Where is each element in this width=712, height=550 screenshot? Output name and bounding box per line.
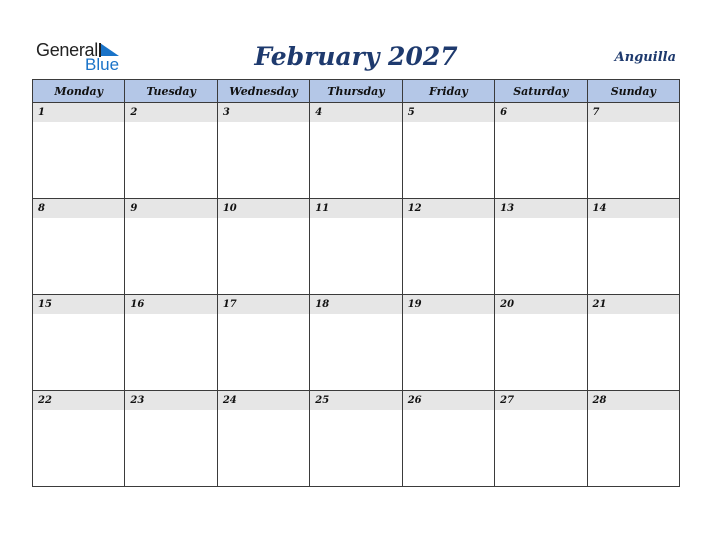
day-number: 24 bbox=[218, 391, 309, 410]
week-row bbox=[33, 295, 680, 391]
day-cell[interactable] bbox=[33, 103, 125, 199]
day-cell[interactable] bbox=[217, 391, 309, 487]
day-cell[interactable] bbox=[587, 295, 679, 391]
day-number: 19 bbox=[403, 295, 494, 314]
day-cell[interactable] bbox=[495, 295, 587, 391]
week-row bbox=[33, 199, 680, 295]
day-cell[interactable] bbox=[587, 199, 679, 295]
day-number: 21 bbox=[588, 295, 679, 314]
day-number: 23 bbox=[125, 391, 216, 410]
day-number: 9 bbox=[125, 199, 216, 218]
day-number: 18 bbox=[310, 295, 401, 314]
day-cell[interactable] bbox=[495, 199, 587, 295]
day-number: 7 bbox=[588, 103, 679, 122]
day-number: 20 bbox=[495, 295, 586, 314]
day-number: 28 bbox=[588, 391, 679, 410]
day-cell[interactable] bbox=[402, 391, 494, 487]
day-cell[interactable] bbox=[402, 199, 494, 295]
day-number: 17 bbox=[218, 295, 309, 314]
day-cell[interactable] bbox=[125, 295, 217, 391]
day-cell[interactable] bbox=[310, 199, 402, 295]
weekday-header: Friday bbox=[402, 80, 494, 103]
day-cell[interactable] bbox=[587, 391, 679, 487]
day-number: 25 bbox=[310, 391, 401, 410]
day-number: 6 bbox=[495, 103, 586, 122]
day-cell[interactable] bbox=[310, 103, 402, 199]
day-number: 5 bbox=[403, 103, 494, 122]
day-number: 1 bbox=[33, 103, 124, 122]
logo-text-blue: Blue bbox=[85, 55, 120, 74]
day-cell[interactable] bbox=[587, 103, 679, 199]
calendar-grid bbox=[32, 79, 680, 487]
day-number: 3 bbox=[218, 103, 309, 122]
day-cell[interactable] bbox=[310, 391, 402, 487]
day-number: 26 bbox=[403, 391, 494, 410]
day-cell[interactable] bbox=[495, 103, 587, 199]
day-number: 14 bbox=[588, 199, 679, 218]
logo-text-general: General bbox=[36, 40, 98, 60]
day-number: 16 bbox=[125, 295, 216, 314]
day-cell[interactable] bbox=[125, 199, 217, 295]
day-number: 4 bbox=[310, 103, 401, 122]
day-number: 10 bbox=[218, 199, 309, 218]
day-cell[interactable] bbox=[33, 199, 125, 295]
day-cell[interactable] bbox=[125, 103, 217, 199]
week-row bbox=[33, 391, 680, 487]
day-cell[interactable] bbox=[217, 199, 309, 295]
day-number: 2 bbox=[125, 103, 216, 122]
day-cell[interactable] bbox=[402, 103, 494, 199]
day-cell[interactable] bbox=[495, 391, 587, 487]
weekday-header: Monday bbox=[33, 80, 125, 103]
country-label: Anguilla bbox=[614, 50, 676, 65]
day-number: 13 bbox=[495, 199, 586, 218]
calendar-title: February 2027 bbox=[254, 42, 458, 71]
day-number: 27 bbox=[495, 391, 586, 410]
weekday-header: Saturday bbox=[495, 80, 587, 103]
day-number: 8 bbox=[33, 199, 124, 218]
day-number: 11 bbox=[310, 199, 401, 218]
day-number: 22 bbox=[33, 391, 124, 410]
day-cell[interactable] bbox=[217, 103, 309, 199]
weekday-header: Thursday bbox=[310, 80, 402, 103]
day-cell[interactable] bbox=[402, 295, 494, 391]
weekday-header-row bbox=[33, 80, 680, 103]
day-number: 15 bbox=[33, 295, 124, 314]
day-number: 12 bbox=[403, 199, 494, 218]
weekday-header: Tuesday bbox=[125, 80, 217, 103]
day-cell[interactable] bbox=[310, 295, 402, 391]
weekday-header: Sunday bbox=[587, 80, 679, 103]
day-cell[interactable] bbox=[33, 391, 125, 487]
day-cell[interactable] bbox=[125, 391, 217, 487]
day-cell[interactable] bbox=[217, 295, 309, 391]
day-cell[interactable] bbox=[33, 295, 125, 391]
weekday-header: Wednesday bbox=[217, 80, 309, 103]
week-row bbox=[33, 103, 680, 199]
